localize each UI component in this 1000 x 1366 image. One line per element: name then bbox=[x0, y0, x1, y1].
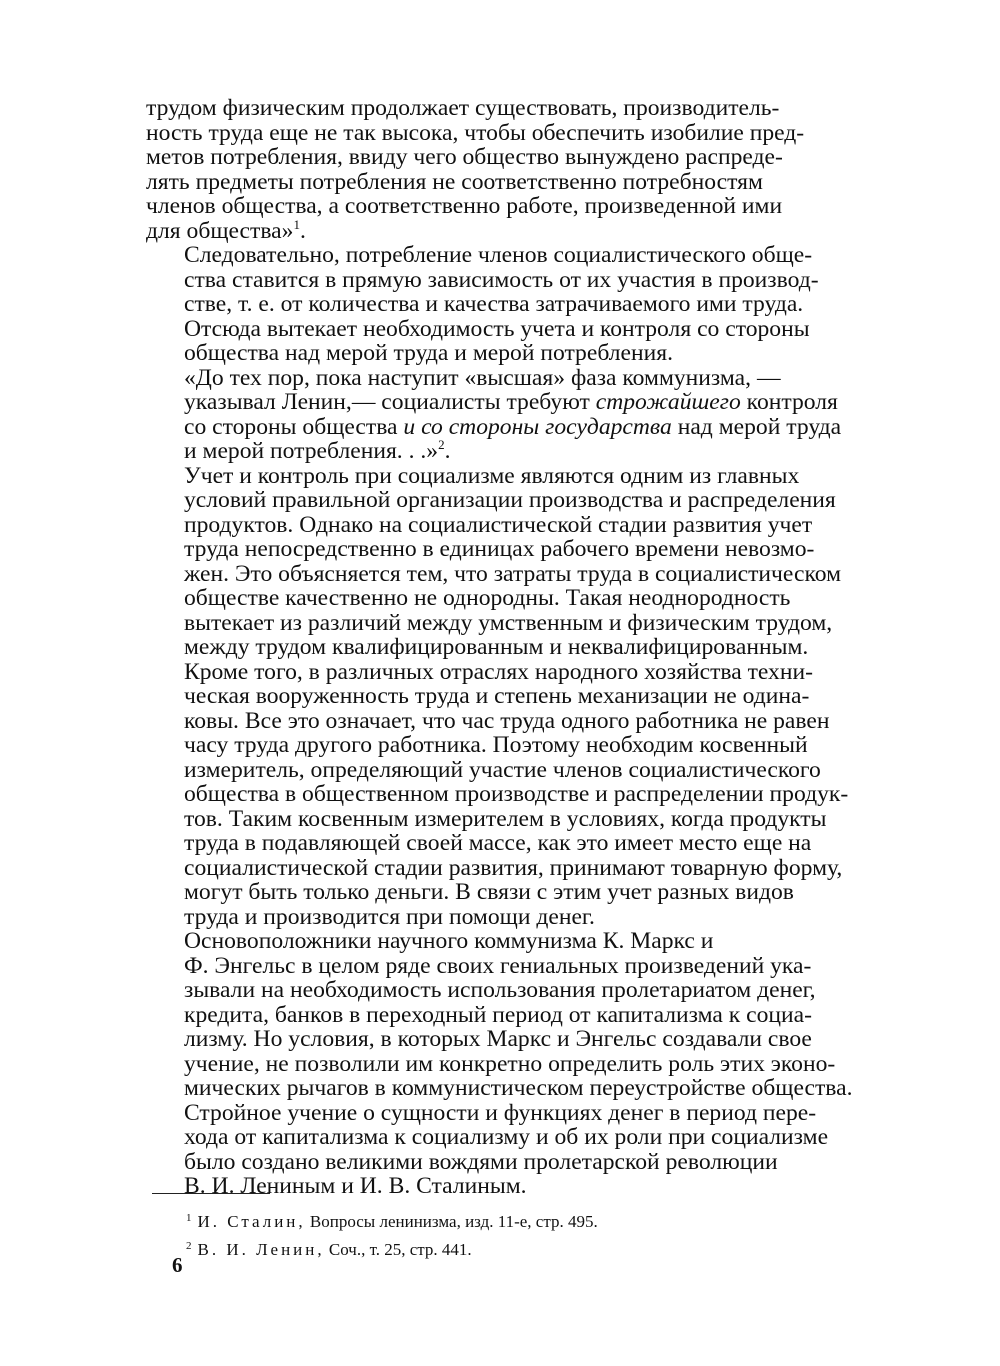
text-line: Кроме того, в различных отраслях народного хозяйства техни- bbox=[184, 658, 813, 685]
body-text bbox=[146, 96, 862, 1199]
text-line: продуктов. Однако на социалистической стадии развития учет bbox=[184, 511, 813, 538]
text-line: было создано великими вождями пролетарской революции bbox=[184, 1148, 778, 1175]
italic-emphasis: и со стороны государства bbox=[403, 413, 672, 440]
text-line: кредита, банков в переходный период от капитализма к социа- bbox=[184, 1001, 813, 1028]
footnote-number: 1 bbox=[186, 1212, 192, 1224]
paragraph-4 bbox=[146, 464, 862, 930]
text-line: учение, не позволили им конкретно определить роль этих эконо- bbox=[184, 1050, 836, 1077]
italic-emphasis: строжайшего bbox=[595, 389, 741, 415]
text-line: «До тех пор, пока наступит «высшая» фаза коммунизма, — bbox=[184, 364, 781, 391]
text-line: ковы. Все это означает, что час труда одного работника не равен bbox=[184, 707, 830, 734]
text-line: лизму. Но условия, в которых Маркс и Энгельс создавали свое bbox=[184, 1026, 812, 1052]
text-line: Следовательно, потребление членов социалистического обще- bbox=[184, 242, 813, 268]
text-line: трудом физическим продолжает существовать, производитель- bbox=[146, 95, 780, 121]
text-segment: . bbox=[444, 438, 451, 464]
footnote-number: 2 bbox=[186, 1240, 192, 1252]
text-line-last bbox=[146, 216, 862, 244]
text-line: труда непосредственно в единицах рабочего времени невозмо- bbox=[184, 536, 815, 562]
text-line: ность труда еще не так высока, чтобы обеспечить изобилие пред- bbox=[146, 119, 805, 146]
text-line: условий правильной организации производства и распределения bbox=[184, 487, 836, 513]
text-line-last: труда и производится при помощи денег. bbox=[184, 903, 595, 930]
text-line: между трудом квалифицированным и неквалифицированным. bbox=[184, 634, 809, 660]
text-line: Основоположники научного коммунизма К. Маркс и bbox=[184, 928, 714, 954]
text-line bbox=[146, 415, 862, 440]
footnote-ref-1[interactable]: 1 bbox=[293, 216, 300, 232]
footnote-author: В. И. Ленин, bbox=[197, 1240, 325, 1259]
text-line: метов потребления, ввиду чего общество вынуждено распреде- bbox=[146, 144, 783, 170]
text-line-last: мических рычагов в коммунистическом переустройстве общества. bbox=[184, 1075, 853, 1101]
text-line: вытекает из различий между умственным и физическим трудом, bbox=[184, 609, 833, 636]
paragraph-5 bbox=[146, 929, 862, 1101]
footnote-text: Соч., т. 25, стр. 441. bbox=[324, 1240, 472, 1259]
text-line: измеритель, определяющий участие членов социалистического bbox=[184, 756, 821, 783]
text-line: могут быть только деньги. В связи с этим учет разных видов bbox=[184, 879, 794, 905]
paragraph-3-quote bbox=[146, 366, 862, 464]
text-line: ства ставится в прямую зависимость от их участия в производ- bbox=[184, 266, 819, 293]
text-line: зывали на необходимость использования пролетариатом денег, bbox=[184, 977, 816, 1003]
text-line-last bbox=[146, 439, 862, 464]
text-line: ческая вооруженность труда и степень механизации не одина- bbox=[184, 683, 810, 709]
footnotes bbox=[186, 1206, 786, 1262]
text-line: труда в подавляющей своей массе, как это имеет место еще на bbox=[184, 830, 812, 856]
text-line: социалистической стадии развития, принимают товарную форму, bbox=[184, 854, 843, 881]
text-segment: над мерой труда bbox=[671, 413, 842, 440]
text-line-last: общества над мерой труда и мерой потребления. bbox=[184, 340, 673, 366]
text-segment: для общества» bbox=[146, 217, 294, 244]
text-line: Отсюда вытекает необходимость учета и контроля со стороны bbox=[184, 315, 810, 342]
footnote-ref-2[interactable]: 2 bbox=[438, 437, 445, 452]
text-line: Ф. Энгельс в целом ряде своих гениальных произведений ука- bbox=[184, 952, 812, 979]
text-line: общества в общественном производстве и распределении продук- bbox=[184, 781, 849, 807]
text-segment: . bbox=[299, 217, 306, 244]
text-line bbox=[146, 390, 862, 415]
footnote-2 bbox=[186, 1234, 786, 1262]
text-line-last: В. И. Лениным и И. В. Сталиным. bbox=[184, 1173, 527, 1199]
text-segment: со стороны общества bbox=[184, 413, 404, 440]
paragraph-6 bbox=[146, 1101, 862, 1199]
footnote-author: И. Сталин, bbox=[197, 1212, 306, 1231]
page-number: 6 bbox=[172, 1253, 183, 1277]
footnote-divider bbox=[152, 1193, 270, 1194]
text-line: лять предметы потребления не соответственно потребностям bbox=[146, 168, 763, 195]
text-line: Учет и контроль при социализме являются одним из главных bbox=[184, 462, 800, 489]
text-line: тов. Таким косвенным измерителем в условиях, когда продукты bbox=[184, 805, 827, 832]
text-line: хода от капитализма к социализму и об их роли при социализме bbox=[184, 1124, 829, 1150]
text-line: обществе качественно не однородны. Такая неоднородность bbox=[184, 585, 791, 611]
text-line: жен. Это объясняется тем, что затраты труда в социалистическом bbox=[184, 560, 841, 587]
text-line: стве, т. е. от количества и качества затрачиваемого ими труда. bbox=[184, 291, 804, 317]
footnote-1 bbox=[186, 1206, 786, 1234]
paragraph-1 bbox=[146, 96, 862, 243]
paragraph-2 bbox=[146, 243, 862, 366]
text-segment: указывал Ленин,— социалисты требуют bbox=[184, 389, 596, 415]
text-segment: контроля bbox=[740, 389, 838, 415]
text-segment: и мерой потребления. . .» bbox=[184, 438, 439, 464]
text-line: часу труда другого работника. Поэтому необходим косвенный bbox=[184, 732, 808, 758]
text-line: членов общества, а соответственно работе, произведенной ими bbox=[146, 193, 783, 219]
text-line: Стройное учение о сущности и функциях денег в период пере- bbox=[184, 1099, 817, 1126]
footnote-text: Вопросы ленинизма, изд. 11-е, стр. 495. bbox=[305, 1212, 598, 1231]
